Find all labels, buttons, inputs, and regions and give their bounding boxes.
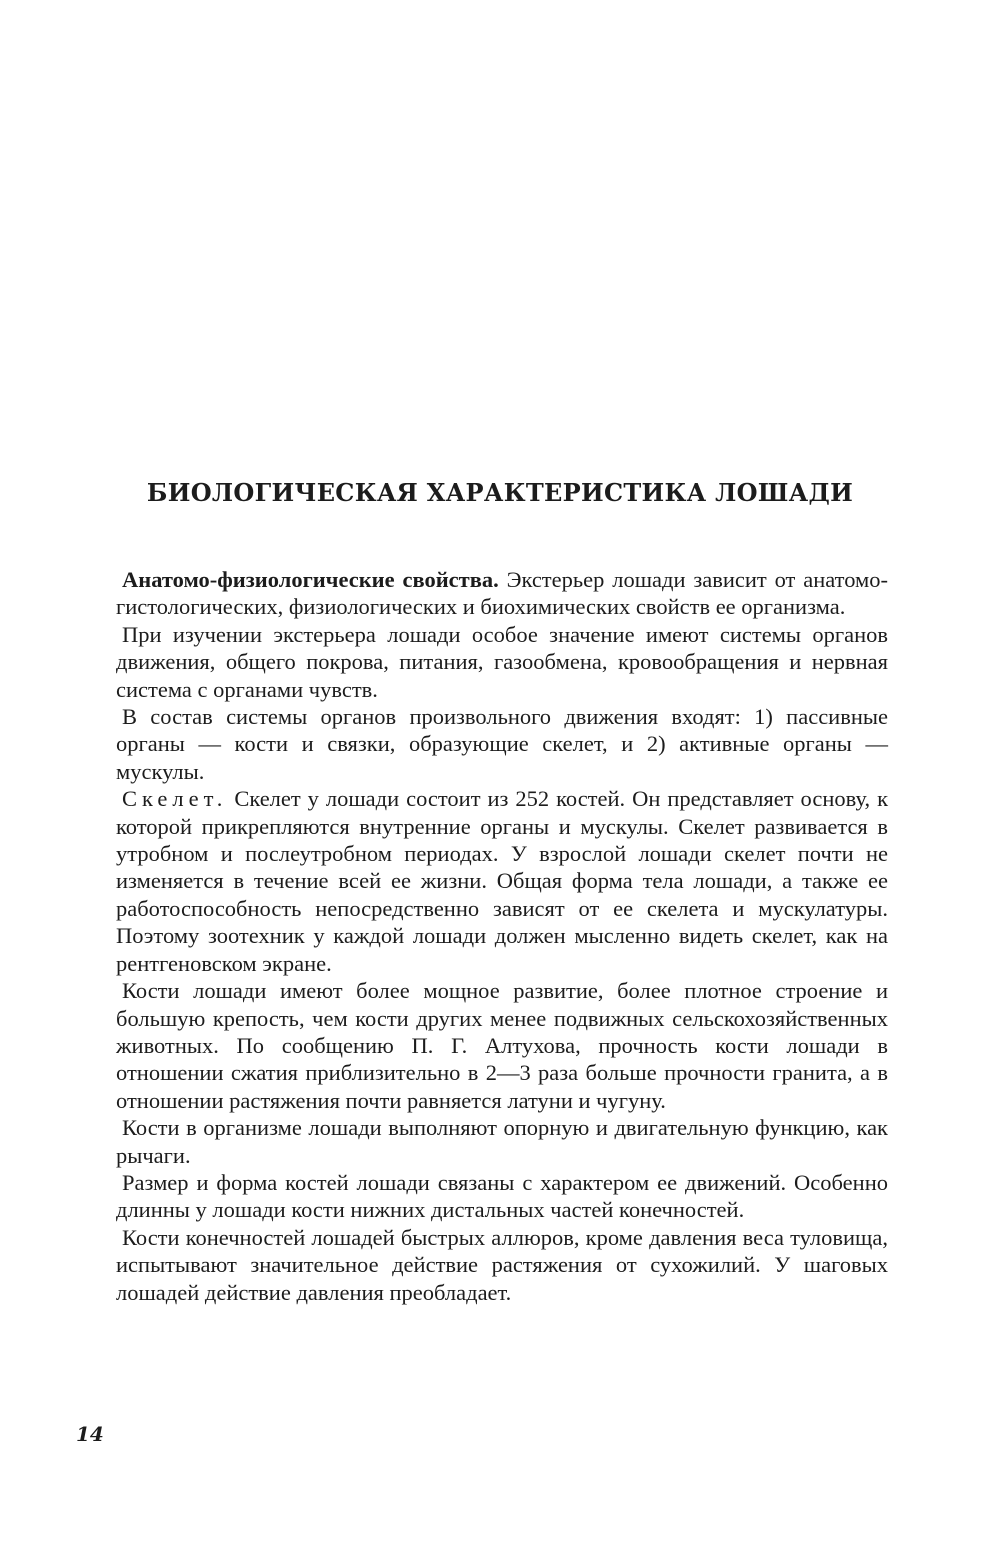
paragraph-text: В состав системы органов произвольного движения входят: 1) пассивные органы — кости и связки, образующие скелет, и 2) активные органы — мускулы. bbox=[116, 704, 888, 784]
chapter-title: БИОЛОГИЧЕСКАЯ ХАРАКТЕРИСТИКА ЛОШАДИ bbox=[146, 478, 854, 507]
paragraph bbox=[116, 621, 888, 703]
paragraph-text: Кости лошади имеют более мощное развитие, более плотное строение и большую крепость, чем кости других менее подвижных сельскохозяйственных животных. По сообщению П. Г. Алтухова, прочность кости лошади в отношении сжатия приблизительно в 2—3 раза больше прочности гранита, а в отношении растяжения почти равняется латуни и чугуну. bbox=[116, 978, 888, 1113]
paragraph bbox=[116, 977, 888, 1114]
paragraph bbox=[116, 1224, 888, 1306]
paragraph-text: Размер и форма костей лошади связаны с характером ее движений. Особенно длинны у лошади кости нижних дистальных частей конечностей. bbox=[116, 1169, 888, 1223]
paragraph bbox=[116, 1114, 888, 1169]
paragraph bbox=[116, 703, 888, 785]
body-text bbox=[116, 566, 888, 1306]
paragraph bbox=[116, 1169, 888, 1224]
paragraph-text: При изучении экстерьера лошади особое значение имеют системы органов движения, общего покрова, питания, газообмена, кровообращения и нервная система с органами чувств. bbox=[116, 621, 888, 702]
paragraph-text: Скелет у лошади состоит из 252 костей. Он представляет основу, к которой прикрепляются внутренние органы и мускулы. Скелет развивается в утробном и послеутробном периодах. У взрослой лошади скелет почти не изменяется в течение всей ее жизни. Общая форма тела лошади, а также ее работоспособность непосредственно зависят от ее скелета и мускулатуры. Поэтому зоотехник у каждой лошади должен мысленно видеть скелет, как на рентгеновском экране. bbox=[116, 786, 888, 976]
paragraph-text: Кости в организме лошади выполняют опорную и двигательную функцию, как рычаги. bbox=[116, 1115, 888, 1168]
paragraph-text: Кости конечностей лошадей быстрых аллюров, кроме давления веса туловища, испытывают значительное действие растяжения от сухожилий. У шаговых лошадей действие давления преобладает. bbox=[116, 1224, 888, 1305]
run-in-heading: Анатомо-физиологические свойства. bbox=[122, 567, 499, 592]
paragraph bbox=[116, 785, 888, 977]
paragraph bbox=[116, 566, 888, 621]
page-number: 14 bbox=[76, 1422, 104, 1446]
paragraph-text: Экстерьер лошади зависит от анатомо-гистологических, физиологических и биохимических свойств ее организма. bbox=[116, 567, 889, 620]
spaced-heading: Скелет. bbox=[122, 786, 228, 812]
